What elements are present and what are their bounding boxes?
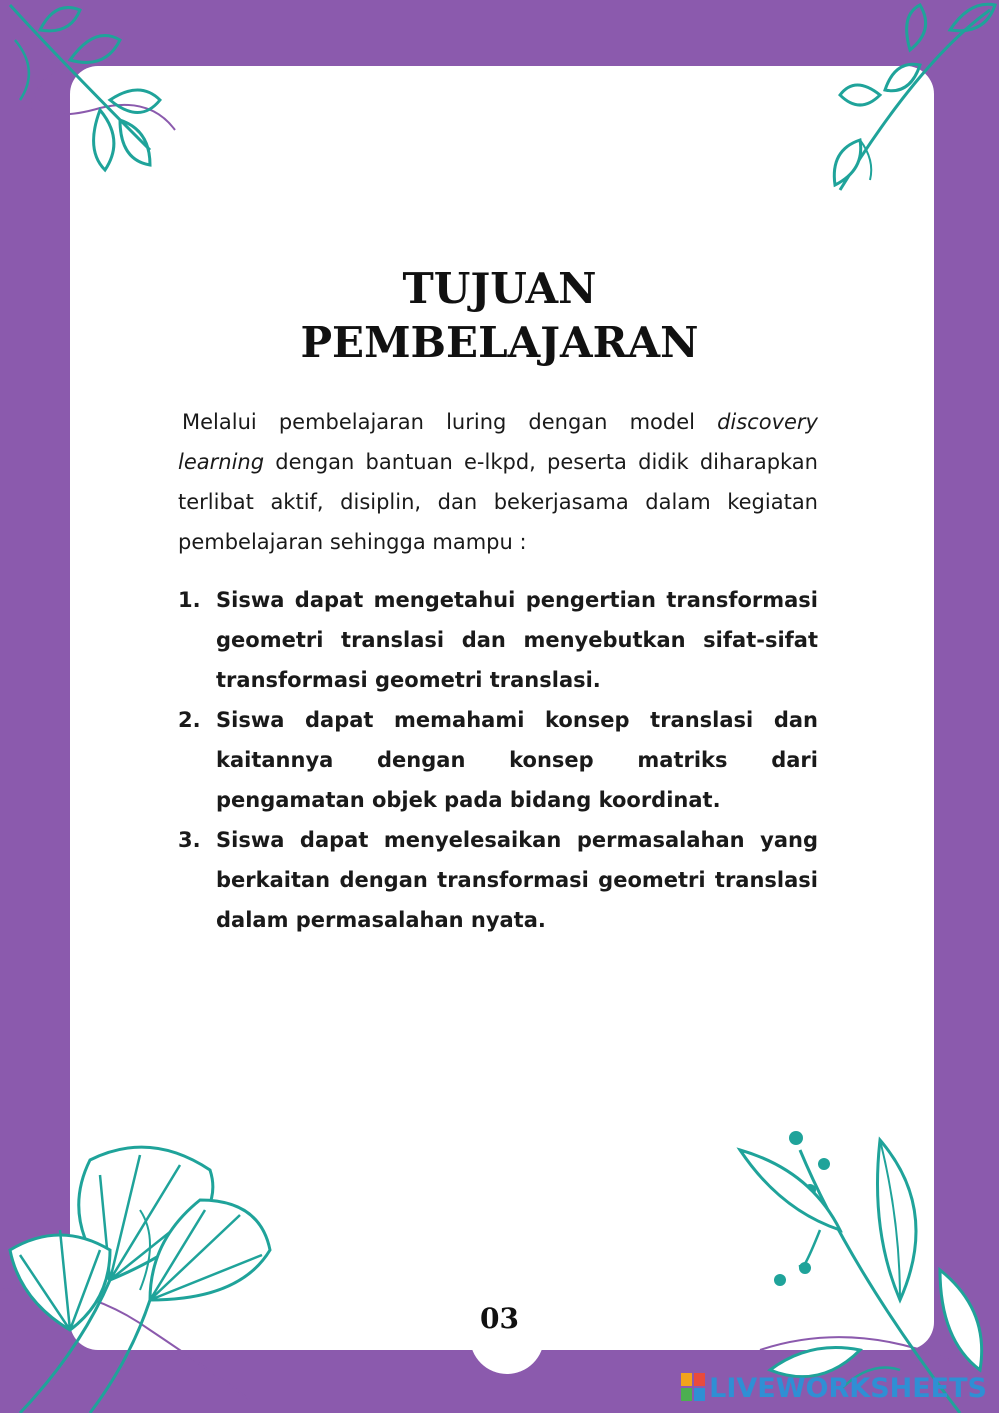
- liveworksheets-logo-icon: [681, 1373, 707, 1403]
- page-number: 03: [480, 1302, 519, 1335]
- intro-text-1: Melalui pembelajaran luring dengan model: [182, 410, 718, 434]
- liveworksheets-watermark: [681, 1370, 987, 1406]
- page-title: [0, 262, 999, 370]
- list-item: [178, 700, 818, 820]
- intro-paragraph: [178, 402, 818, 562]
- title-line-1: TUJUAN: [402, 264, 597, 313]
- intro-italic-term: discovery learning: [178, 410, 818, 474]
- list-item-text: Siswa dapat menyelesaikan permasalahan yang berkaitan dengan transformasi geometri translasi dalam permasalahan nyata.: [216, 828, 818, 932]
- intro-text-2: dengan bantuan e-lkpd, peserta didik diharapkan terlibat aktif, disiplin, dan bekerjasama dalam kegiatan pembelajaran sehingga mampu :: [178, 450, 818, 554]
- title-line-2: PEMBELAJARAN: [300, 318, 699, 367]
- learning-goals-list: [178, 580, 818, 940]
- list-item: [178, 580, 818, 700]
- list-item-text: Siswa dapat memahami konsep translasi dan kaitannya dengan konsep matriks dari pengamatan objek pada bidang koordinat.: [216, 708, 818, 812]
- list-item-number: 3.: [178, 828, 201, 852]
- list-item: [178, 820, 818, 940]
- list-item-number: 2.: [178, 708, 201, 732]
- top-right-leaf-decoration: [800, 0, 999, 200]
- list-item-number: 1.: [178, 588, 201, 612]
- watermark-text: LIVEWORKSHEETS: [709, 1372, 987, 1404]
- bottom-left-ginkgo-decoration: [0, 1130, 290, 1413]
- top-left-leaf-decoration: [0, 0, 200, 190]
- list-item-text: Siswa dapat mengetahui pengertian transformasi geometri translasi dan menyebutkan sifat-sifat transformasi geometri translasi.: [216, 588, 818, 692]
